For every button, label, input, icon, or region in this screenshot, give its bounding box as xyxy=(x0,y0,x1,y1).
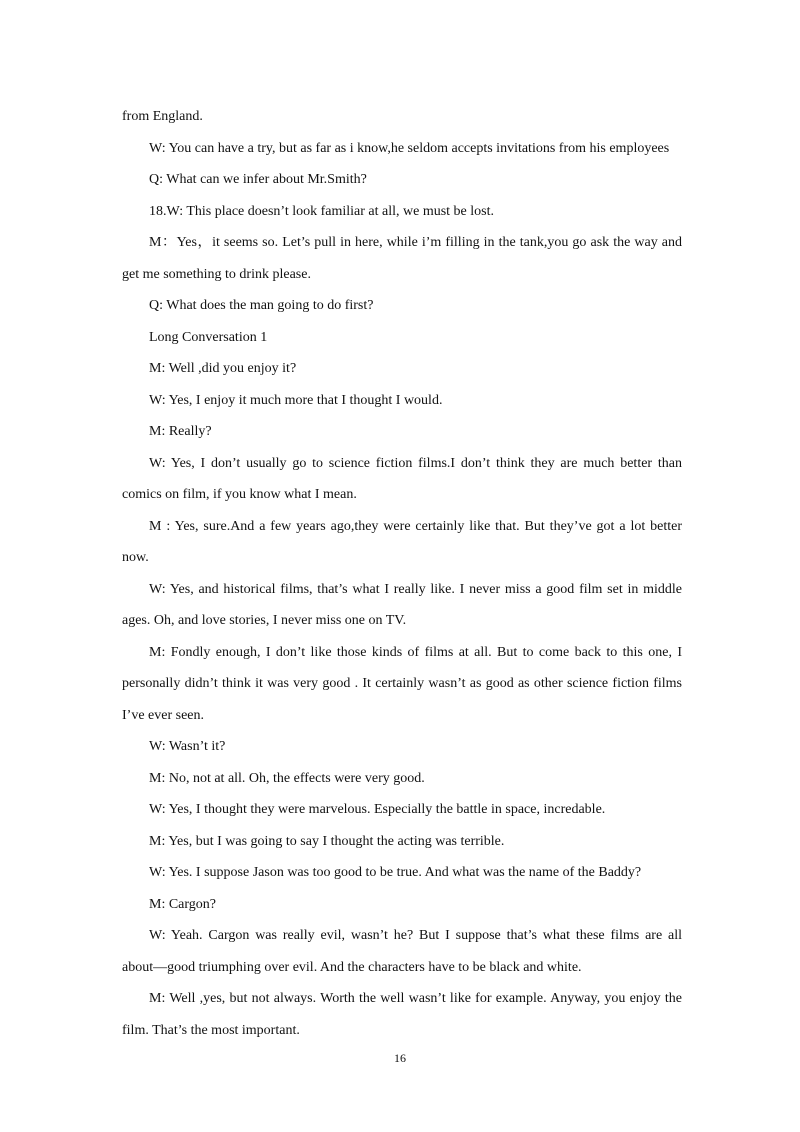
text-line: W: Yes, I enjoy it much more that I thought I would. xyxy=(149,392,443,408)
text-line: film. That’s the most important. xyxy=(122,1022,300,1038)
text-line: W: Wasn’t it? xyxy=(149,739,226,754)
text-line: M : Yes, sure.And a few years ago,they were certainly like that. But they’ve got a lot better xyxy=(149,518,682,534)
text-line: now. xyxy=(122,550,149,565)
text-line: M: Really? xyxy=(149,424,212,439)
text-line: M: Fondly enough, I don’t like those kinds of films at all. But to come back to this one, I xyxy=(149,644,682,660)
page-number: 16 xyxy=(394,1051,406,1065)
text-line: about—good triumphing over evil. And the characters have to be black and white. xyxy=(122,959,582,975)
text-line: ages. Oh, and love stories, I never miss one on TV. xyxy=(122,613,407,628)
text-line: M: Well ,yes, but not always. Worth the well wasn’t like for example. Anyway, you enjoy the xyxy=(149,991,682,1006)
text-line: W: Yes, I thought they were marvelous. Especially the battle in space, incredable. xyxy=(149,802,606,817)
text-line: Q: What can we infer about Mr.Smith? xyxy=(149,172,367,187)
text-line: Q: What does the man going to do first? xyxy=(149,298,374,313)
text-line: get me something to drink please. xyxy=(122,266,311,282)
text-line: personally didn’t think it was very good . It certainly wasn’t as good as other science fiction films xyxy=(122,676,682,691)
text-line: M: Cargon? xyxy=(149,896,217,912)
text-line: 18.W: This place doesn’t look familiar at all, we must be lost. xyxy=(149,203,495,219)
text-line: M: No, not at all. Oh, the effects were very good. xyxy=(149,770,425,786)
text-line: comics on film, if you know what I mean. xyxy=(122,487,357,502)
text-line: W: Yes, and historical films, that’s what I really like. I never miss a good film set in middle xyxy=(149,581,682,597)
text-line: W: Yes, I don’t usually go to science fiction films.I don’t think they are much better than xyxy=(149,455,682,471)
text-line: I’ve ever seen. xyxy=(122,707,205,723)
text-line: W: You can have a try, but as far as i know,he seldom accepts invitations from his employees xyxy=(149,140,670,156)
text-line: M: Well ,did you enjoy it? xyxy=(149,361,297,376)
text-line: W: Yes. I suppose Jason was too good to be true. And what was the name of the Baddy? xyxy=(149,865,642,880)
text-line: M：Yes，it seems so. Let’s pull in here, while i’m filling in the tank,you go ask the way and xyxy=(149,235,682,250)
text-line: M: Yes, but I was going to say I thought the acting was terrible. xyxy=(149,833,505,849)
text-line: from England. xyxy=(122,109,203,124)
text-line: Long Conversation 1 xyxy=(149,329,268,345)
transcript-body xyxy=(122,101,682,1046)
text-line: W: Yeah. Cargon was really evil, wasn’t he? But I suppose that’s what these films are all xyxy=(149,928,682,943)
